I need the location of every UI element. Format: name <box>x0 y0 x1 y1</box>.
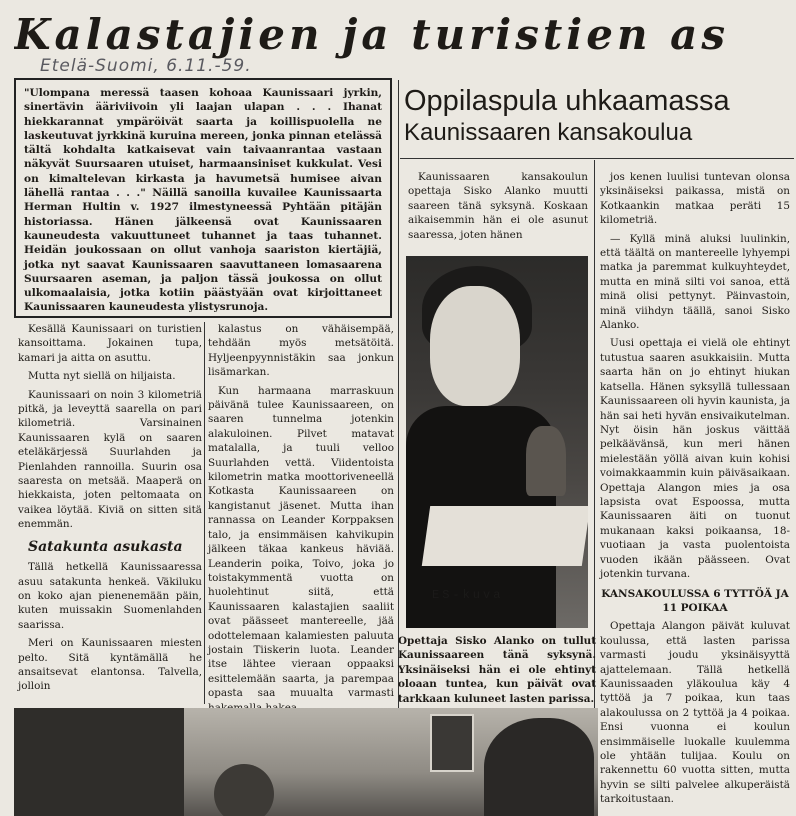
intro-text: "Ulompana meressä taasen kohoaa Kaunissaari jyrkin, sinertävin ääriviivoin yli laajan ulapan . . . Ihanat hiekkarannat ympäröivät saarta ja koillispuolella ne laskeutuvat jyrkkinä kuruina mereen, jonka pinnan etelässä tältä kohdalta katkaisevat vain taivaanrantaa vastaan näkyvät Suursaaren utuiset, harmaansiniset kukkulat. Vesi on kimaltelevan kirkasta ja havumetsä humisee aivan lähellä rantaa . . ." Näillä sanoilla kuvailee Kaunissaarta Herman Hultin v. 1927 ilmestyneessä Pyhtään pitäjän historiassa. Hänen jälkeensä ovat Kaunissaaren kauneudesta vakuuttuneet tuhannet ja taas tuhannet. Heidän joukossaan on ollut vanhoja saariston kiertäjiä, jotka nyt saavat Kaunissaaren saavuttaneen lomasaarena Suursaaren aseman, ja paljon tässä joukossa on ollut ulkomaalaisia, jotka kotiin päästyään ovat kirjoittaneet Kaunissaaren kauneudesta ylistysrunoja. <box>24 87 382 314</box>
column-rule <box>204 322 205 704</box>
intro-box <box>14 78 392 318</box>
paragraph: Meri on Kaunissaaren miesten pelto. Sitä kyntämällä he ansaitsevat elantonsa. Talvella, jolloin <box>18 637 202 693</box>
headline: Kalastajien ja turistien as <box>14 10 729 59</box>
sub-headline <box>404 84 794 148</box>
sub-headline-line2: Kaunissaaren kansakoulua <box>404 119 693 146</box>
article-column-4 <box>600 170 790 811</box>
handwritten-date-note: Etelä-Suomi, 6.11.-59. <box>40 56 252 76</box>
section-heading: Satakunta asukasta <box>28 538 183 555</box>
photo-detail <box>14 708 184 816</box>
paragraph: Kesällä Kaunissaari on turistien kansoittama. Jokainen tupa, kamari ja aitta on asuttu. <box>18 323 202 364</box>
photo-detail <box>430 286 520 406</box>
photo-detail <box>422 506 588 566</box>
photo-detail <box>484 718 594 816</box>
photo-caption: Opettaja Sisko Alanko on tullut Kaunissaareen tänä syksynä. Yksinäiseksi hän ei ole ehtinyt oloaan tuntea, kun päivät ovat tarkkaan kuluneet lasten parissa. <box>398 635 596 705</box>
article-column-1 <box>18 322 202 698</box>
paragraph: Kaunissaaren kansakoulun opettaja Sisko Alanko muutti saareen tänä syksynä. Koskaan aikaisemmin hän ei ole asunut saaressa, joten hänen <box>408 171 588 241</box>
section-rule <box>400 158 794 159</box>
photo-detail <box>430 714 474 772</box>
paragraph: Mutta nyt siellä on hiljaista. <box>28 370 176 383</box>
section-heading: KANSAKOULUSSA 6 TYTTÖÄ JA 11 POIKAA <box>601 588 789 615</box>
photo-credit: ES-kuva <box>432 588 504 602</box>
photo-detail <box>526 426 566 496</box>
paragraph: — Kyllä minä aluksi luulinkin, että täältä on mantereelle lyhyempi matka ja paremmat kulkuyhteydet, mutta en minä silti voi sanoa, että minä olisi pettynyt. Päinvastoin, minä viihdyn täällä, sanoi Sisko Alanko. <box>600 232 790 332</box>
paragraph: Tällä hetkellä Kaunissaaressa asuu satakunta henkeä. Väkiluku on koko ajan pienenemään päin, kuten muissakin Suomenlahden saarissa. <box>18 561 202 631</box>
paragraph: Opettaja Alangon päivät kuluvat koulussa, että lasten parissa varmasti joudu yksinäisyyttä ajattelemaan. Tällä hetkellä Kaunissaaden yläkoulua käy 4 tyttöä ja 7 poikaa, kun taas alakoulussa on 2 tyttöä ja 4 poikaa. Ensi vuonna ei koulun ensimmäiselle luokalle kuulemma ole yhtään tulijaa. Koulu on rakennettu 60 vuotta sitten, mutta hyvin se silti palvelee alkuperäistä tarkoitustaan. <box>600 620 790 806</box>
paragraph: jos kenen luulisi tuntevan olonsa yksinäiseksi paikassa, mistä on Kotkaankin matkaa peräti 15 kilometriä. <box>600 171 790 227</box>
article-column-2 <box>208 322 394 719</box>
paragraph: kalastus on vähäisempää, tehdään myös metsätöitä. Hyljeenpyynnistäkin saa jonkun lisämarkan. <box>208 323 394 379</box>
bottom-photo <box>14 708 598 816</box>
sub-headline-line1: Oppilaspula uhkaamassa <box>404 85 730 117</box>
photo-detail <box>214 764 274 816</box>
article-column-3 <box>408 170 588 246</box>
paragraph: Kun harmaana marraskuun päivänä tulee Kaunissaareen, on saaren tunnelma jotenkin alakuloinen. Pilvet matavat matalalla, ja tuuli velloo Suurlahden vettä. Viidentoista kilometrin matka moottoriveneellä Kotkasta Kaunissaareen on kangistanut jäsenet. Mutta ihan rannassa on Leander Korppaksen talo, ja ensimmäisen kahvikupin jälkeen täkaa kankeus häviää. Leanderin poika, Toivo, joka jo toistakymmentä vuotta on huolehtinut siitä, että Kaunissaaren kalastajien saaliit ovat päässeet mantereelle, jää odottelemaan kalamiesten paluuta jostain Tiiskerin luota. Leander itse lähtee vieraan oppaaksi esittelemään saarta, ja parempaa opasta saa muualta varmasti <box>208 384 394 700</box>
teacher-portrait-photo <box>406 256 588 628</box>
paragraph: Uusi opettaja ei vielä ole ehtinyt tutustua saaren asukkaisiin. Mutta saarta hän on jo ehtinyt hiukan katsella. Hänen syksyllä tullessaan Kaunissaareen oli hyvin kaunista, ja hän sai heti hyvän ensivaikutelman. Nyt öisin hän joskus väittää pelkäävänsä, kun meri hänen mielestään yöllä aivan kuin kohisi voimakkaammin kuin päiväsaikaan. Opettaja Alangon mies ja osa lapsista ovat Espoossa, mutta Kaunissaaren äiti on tuonut mukanaan kaksi poikaansa, 18-vuotiaan ja vasta puolentoista vuoden ikään päässeen. Ovat jotenkin turvana. <box>600 337 790 580</box>
paragraph: Kaunissaari on noin 3 kilometriä pitkä, ja leveyttä saarella on pari kilometriä. Varsinainen Kaunissaaren kylä on saaren eteläkärjessä Suurlahden ja Pienlahden rannoilla. Suurin osa saaresta on metsää. Maaperä on hiekkaista, joten peltomaata on vaikea löytää. Kiviä on sitten sitä enemmän. <box>18 388 202 531</box>
